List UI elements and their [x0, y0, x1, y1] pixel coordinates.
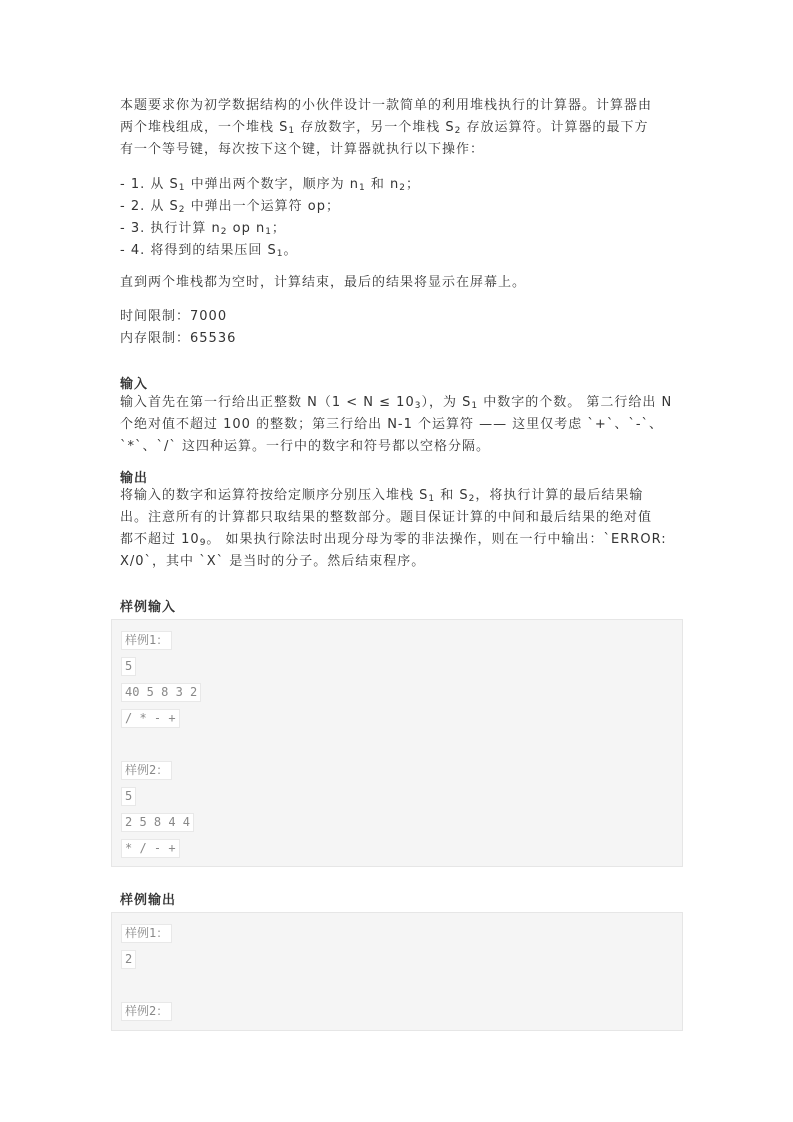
code-line [121, 976, 129, 995]
intro-line: 本题要求你为初学数据结构的小伙伴设计一款简单的利用堆栈执行的计算器。计算器由 [120, 98, 653, 113]
output-line: 将输入的数字和运算符按给定顺序分别压入堆栈 $S_1$ 和 $S_2$，将执行计算的最后结果输 [120, 488, 644, 504]
input-line: 个绝对值不超过 100 的整数；第三行给出 N-1 个运算符 —— 这里仅考虑 `+`、`-`、 [120, 417, 664, 432]
code-line: 样例1： [121, 631, 172, 650]
code-line: 5 [121, 787, 136, 806]
output-line: 出。注意所有的计算都只取结果的整数部分。题目保证计算的中间和最后结果的绝对值 [120, 510, 653, 525]
output-line: 都不超过 $10_9$。 如果执行除法时出现分母为零的非法操作，则在一行中输出：`ERROR: [120, 532, 667, 548]
code-line: 样例2： [121, 761, 172, 780]
steps-list [120, 174, 685, 262]
output-line: X/0`，其中 `X` 是当时的分子。然后结束程序。 [120, 554, 426, 569]
list-item: - 2. 从 $S_2$ 中弹出一个运算符 op； [120, 199, 340, 215]
list-item: - 3. 执行计算 $n_2$ op $n_1$； [120, 221, 286, 237]
output-description [120, 485, 685, 573]
intro-line: 两个堆栈组成，一个堆栈 $S_1$ 存放数字，另一个堆栈 $S_2$ 存放运算符。计算器的最下方 [120, 120, 649, 136]
code-line [121, 735, 129, 754]
code-line: / * - + [121, 709, 180, 728]
list-item: - 1. 从 $S_1$ 中弹出两个数字，顺序为 $n_1$ 和 $n_2$； [120, 177, 420, 193]
code-line: 样例2： [121, 1002, 172, 1021]
ending-paragraph: 直到两个堆栈都为空时，计算结束，最后的结果将显示在屏幕上。 [120, 275, 527, 290]
input-line: `*`、`/` 这四种运算。一行中的数字和符号都以空格分隔。 [120, 439, 491, 454]
input-description [120, 392, 685, 458]
code-line: 40 5 8 3 2 [121, 683, 201, 702]
sample-input-box [111, 619, 683, 867]
code-line: 5 [121, 657, 136, 676]
sample-output-box [111, 912, 683, 1031]
input-heading: 输入 [120, 377, 149, 392]
sample-input-heading: 样例输入 [120, 600, 177, 615]
limits [120, 306, 685, 350]
code-line: 2 [121, 950, 136, 969]
intro-paragraph [120, 95, 685, 161]
sample-output-heading: 样例输出 [120, 893, 177, 908]
time-limit: 时间限制：7000 [120, 309, 228, 324]
list-item: - 4. 将得到的结果压回 $S_1$。 [120, 243, 298, 259]
code-line: 样例1： [121, 924, 172, 943]
memory-limit: 内存限制：65536 [120, 331, 237, 346]
code-line: * / - + [121, 839, 180, 858]
intro-line: 有一个等号键，每次按下这个键，计算器就执行以下操作： [120, 142, 485, 157]
code-line: 2 5 8 4 4 [121, 813, 194, 832]
input-line: 输入首先在第一行给出正整数 $N(1 < N \le 10_3)$，为 $S_1$ 中数字的个数。 第二行给出 N [120, 395, 673, 411]
output-heading: 输出 [120, 471, 149, 486]
